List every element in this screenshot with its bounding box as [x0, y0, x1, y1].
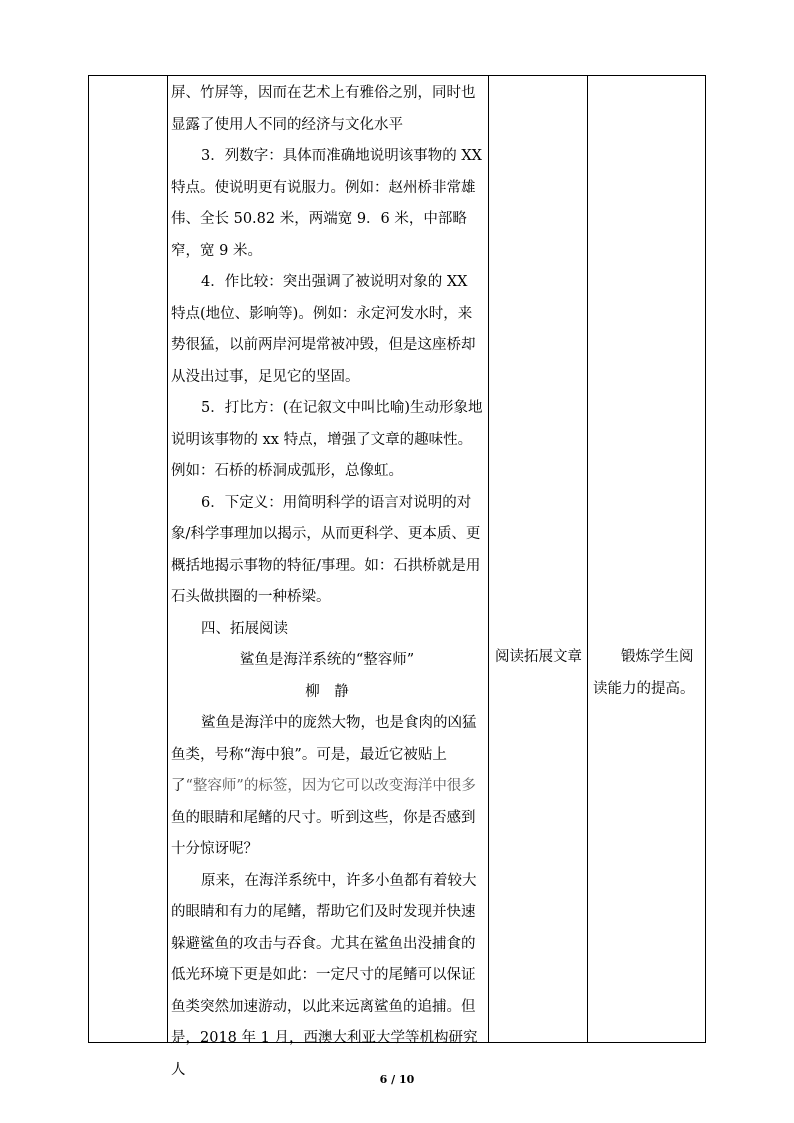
- table-divider: [167, 75, 168, 1043]
- paragraph-text: “整容师”的标签，因为它可以改变海洋中很多: [185, 778, 476, 794]
- text-line: 显露了使用人不同的经济与文化水平: [171, 116, 403, 133]
- method-list-numbers: [171, 141, 483, 267]
- method-title: 6．下定义：: [201, 494, 283, 511]
- table-divider: [488, 75, 489, 1043]
- article-title: 鲨鱼是海洋系统的“整容师”: [239, 652, 415, 668]
- paragraph-text: 鲨鱼是海洋中的庞然大物，也是食肉的凶猛鱼类，号称“海中狼”。可是，最近它被贴上了: [171, 715, 477, 794]
- article-paragraph: [171, 708, 483, 866]
- article-author: 柳 静: [305, 683, 349, 700]
- table-divider: [587, 75, 588, 1043]
- method-analogy: [171, 393, 483, 488]
- method-comparison: [171, 267, 483, 393]
- method-definition: [171, 488, 483, 614]
- page-number: 6 / 10: [379, 1073, 415, 1086]
- section-heading: 四、拓展阅读: [201, 620, 288, 637]
- paragraph-text: 鱼的眼睛和尾鳍的尺寸。听到这些，你是否感到十分惊讶呢？: [171, 809, 476, 857]
- method-text: 突出强调了被说明对象的 XX 特点(地位、影响等)。例如：永定河发水时，来势很猛，以前两岸河堤常被冲毁，但是这座桥却从没出过事，足见它的坚固。: [171, 274, 476, 385]
- method-title: 5．打比方：: [201, 400, 283, 416]
- method-text: 具体而准确地说明该事物的 XX 特点。使说明更有说服力。例如：赵州桥非常雄伟、全长 50.82 米，两端宽 9．6 米，中部略窄，宽 9 米。: [171, 148, 482, 259]
- activity-cell: 阅读拓展文章: [495, 649, 582, 665]
- text-line: 屏、竹屏等，因而在艺术上有雅俗之别，同时也: [171, 85, 476, 101]
- content-column: [171, 78, 483, 1086]
- method-title: 4．作比较：: [201, 274, 283, 290]
- article-paragraph: 原来，在海洋系统中，许多小鱼都有着较大的眼睛和有力的尾鳍，帮助它们及时发现并快速躲避鲨鱼的攻击与吞食。尤其在鲨鱼出没捕食的低光环境下更是如此：一定尺寸的尾鳍可以保证鱼类突然加速游动，以此来远离鲨鱼的追捕。但是，2018 年 1 月，西澳大利亚大学等机构研究人: [171, 872, 478, 1078]
- purpose-cell: 锻炼学生阅读能力的提高。: [593, 649, 695, 697]
- method-title: 3．列数字：: [201, 148, 283, 164]
- method-text: 用简明科学的语言对说明的对象/科学事理加以揭示，从而更科学、更本质、更概括地揭示事物的特征/事理。如：石拱桥就是用石头做拱圈的一种桥梁。: [171, 494, 481, 605]
- method-text: (在记叙文中叫比喻)生动形象地说明该事物的 xx 特点，增强了文章的趣味性。例如：石桥的桥洞成弧形，总像虹。: [171, 400, 483, 479]
